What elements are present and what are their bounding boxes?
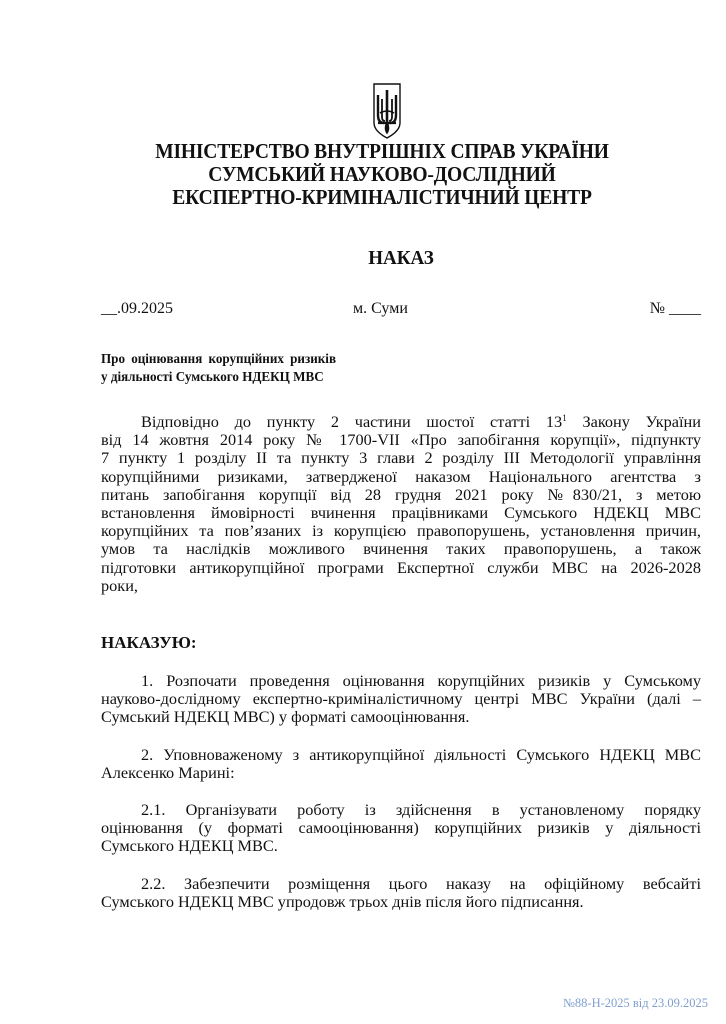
item-line: 2.1. Організувати роботу із здійснення в установленому порядку bbox=[141, 800, 701, 819]
subject-line: у діяльності Сумського НДЕКЦ МВС bbox=[101, 369, 324, 384]
item-line: науково-дослідному експертно-криміналістичному центрі МВС України (далі – bbox=[101, 689, 701, 709]
preamble-line: підготовки антикорупційної програми Експертної служби МВС на 2026-2028 bbox=[101, 557, 701, 577]
preamble-line: корупційних та пов’язаних із корупцією правопорушень, установлення причин, bbox=[101, 521, 701, 541]
order-item-2 bbox=[101, 746, 701, 782]
item-line: Сумського НДЕКЦ МВС упродовж трьох днів після його підписання. bbox=[101, 892, 584, 912]
document-title: НАКАЗ bbox=[368, 247, 434, 269]
header-line-center-2: ЕКСПЕРТНО-КРИМІНАЛІСТИЧНИЙ ЦЕНТР bbox=[172, 185, 592, 209]
order-item-2-2 bbox=[101, 875, 701, 911]
item-line: 2.2. Забезпечити розміщення цього наказу на офіційному вебсайті bbox=[141, 874, 701, 893]
preamble-line: питань запобігання корупції від 28 грудня 2021 року №830/21, з метою bbox=[101, 484, 701, 504]
document-city: м. Суми bbox=[353, 300, 408, 317]
preamble-line: Відповідно до пункту 2 частини шостої статті $13^1$ Закону України bbox=[141, 412, 701, 431]
subject-line: Про оцінювання корупційних ризиків bbox=[101, 351, 337, 366]
preamble-line: роки, bbox=[101, 575, 138, 595]
preamble-line: 7 пункту 1 розділу II та пункту 3 глави 2 розділу III Методології управління bbox=[101, 448, 701, 468]
item-line: оцінювання (у форматі самооцінювання) корупційних ризиків у діяльності bbox=[101, 818, 701, 838]
document-number: № ____ bbox=[649, 300, 701, 317]
preamble-paragraph bbox=[101, 413, 701, 595]
order-heading: НАКАЗУЮ: bbox=[101, 633, 197, 652]
document-date: __.09.2025 bbox=[101, 300, 173, 317]
organization-header bbox=[0, 140, 726, 209]
ukraine-coat-of-arms-icon bbox=[372, 83, 402, 139]
item-line: Сумського НДЕКЦ МВС. bbox=[101, 836, 278, 856]
preamble-line: встановлення ймовірності вчинення працівниками Сумського НДЕКЦ МВС bbox=[101, 502, 701, 522]
item-line: Сумський НДЕКЦ МВС) у форматі самооцінювання. bbox=[101, 707, 470, 727]
preamble-line: корупційними ризиками, затвердженої наказом Національного агентства з bbox=[101, 466, 701, 486]
preamble-line: від 14 жовтня 2014 року № 1700-VII «Про запобігання корупції», підпункту bbox=[101, 430, 701, 450]
header-line-center-1: СУМСЬКИЙ НАУКОВО-ДОСЛІДНИЙ bbox=[208, 162, 556, 186]
item-line: 2. Уповноваженому з антикорупційної діяльності Сумського НДЕКЦ МВС bbox=[141, 745, 701, 764]
order-item-1 bbox=[101, 672, 701, 727]
order-item-2-1 bbox=[101, 801, 701, 856]
registration-stamp: №88-Н-2025 від 23.09.2025 bbox=[563, 996, 709, 1010]
document-meta-row bbox=[101, 300, 701, 322]
header-line-ministry: МІНІСТЕРСТВО ВНУТРІШНІХ СПРАВ УКРАЇНИ bbox=[155, 139, 609, 163]
item-line: 1. Розпочати проведення оцінювання корупційних ризиків у Сумському bbox=[141, 671, 701, 690]
preamble-line: умов та наслідків можливого вчинення таких правопорушень, а також bbox=[101, 539, 701, 559]
item-line: Алексенко Марині: bbox=[101, 763, 235, 783]
document-subject bbox=[101, 350, 336, 386]
